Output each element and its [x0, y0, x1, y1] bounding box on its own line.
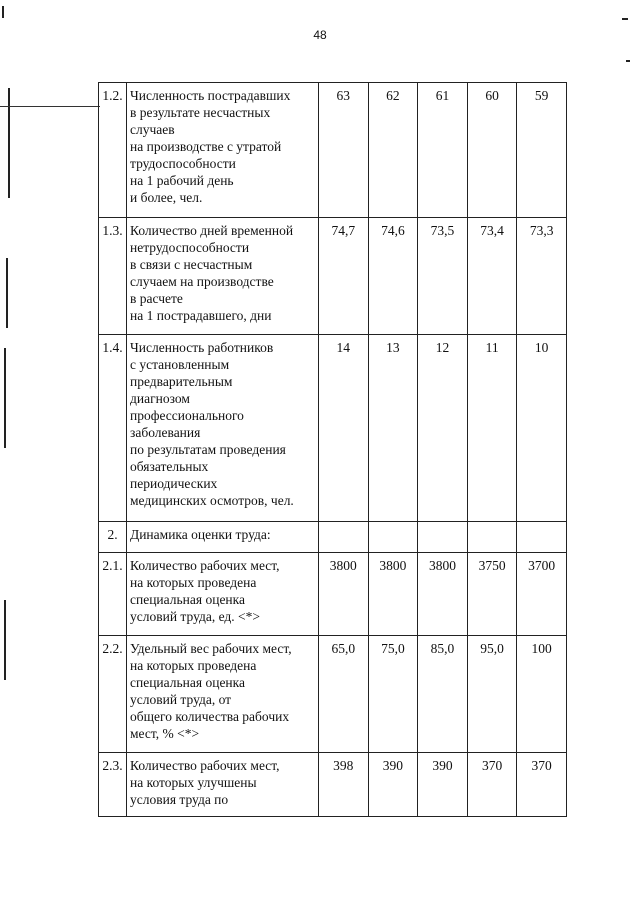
table-row	[99, 335, 567, 522]
value-year-2: 75,0	[368, 636, 418, 753]
value-year-1	[319, 522, 369, 553]
table-row	[99, 636, 567, 753]
value-year-4: 60	[467, 83, 517, 218]
scan-mark	[626, 60, 630, 62]
value-year-3: 73,5	[418, 218, 468, 335]
value-year-4: 95,0	[467, 636, 517, 753]
value-year-5: 10	[517, 335, 567, 522]
table-row	[99, 553, 567, 636]
value-year-5: 370	[517, 753, 567, 817]
value-year-5: 59	[517, 83, 567, 218]
value-year-2: 13	[368, 335, 418, 522]
value-year-5	[517, 522, 567, 553]
value-year-5: 100	[517, 636, 567, 753]
row-number: 2.	[99, 522, 127, 553]
value-year-4: 73,4	[467, 218, 517, 335]
value-year-1: 63	[319, 83, 369, 218]
indicator-description: Количество рабочих мест, на которых проведена специальная оценка условий труда, ед. <*>	[127, 553, 319, 636]
value-year-4: 3750	[467, 553, 517, 636]
indicator-description: Удельный вес рабочих мест, на которых проведена специальная оценка условий труда, от общего количества рабочих мест, % <*>	[127, 636, 319, 753]
scan-mark	[4, 600, 6, 680]
row-number: 1.4.	[99, 335, 127, 522]
scan-mark	[622, 18, 628, 20]
table-row	[99, 753, 567, 817]
value-year-3: 85,0	[418, 636, 468, 753]
row-number: 2.2.	[99, 636, 127, 753]
value-year-2: 3800	[368, 553, 418, 636]
value-year-4: 11	[467, 335, 517, 522]
value-year-2: 74,6	[368, 218, 418, 335]
indicator-description: Численность пострадавших в результате несчастных случаев на производстве с утратой трудоспособности на 1 рабочий день и более, чел.	[127, 83, 319, 218]
value-year-3	[418, 522, 468, 553]
value-year-2	[368, 522, 418, 553]
table-section-row	[99, 522, 567, 553]
page-number: 48	[313, 28, 327, 42]
value-year-3: 61	[418, 83, 468, 218]
row-number: 2.1.	[99, 553, 127, 636]
indicators-table	[98, 82, 567, 817]
indicator-description: Численность работников с установленным предварительным диагнозом профессионального заболевания по результатам проведения обязательных периодических медицинских осмотров, чел.	[127, 335, 319, 522]
value-year-5: 3700	[517, 553, 567, 636]
value-year-3: 3800	[418, 553, 468, 636]
value-year-3: 12	[418, 335, 468, 522]
scan-mark	[8, 88, 10, 198]
scan-mark	[6, 258, 8, 328]
row-number: 1.2.	[99, 83, 127, 218]
value-year-1: 3800	[319, 553, 369, 636]
scan-line	[0, 106, 100, 107]
value-year-4	[467, 522, 517, 553]
scan-mark	[2, 6, 4, 18]
value-year-1: 14	[319, 335, 369, 522]
table-row	[99, 83, 567, 218]
scan-mark	[4, 348, 6, 448]
value-year-1: 74,7	[319, 218, 369, 335]
section-heading: Динамика оценки труда:	[127, 522, 319, 553]
value-year-4: 370	[467, 753, 517, 817]
indicator-description: Количество рабочих мест, на которых улучшены условия труда по	[127, 753, 319, 817]
value-year-3: 390	[418, 753, 468, 817]
table-row	[99, 218, 567, 335]
row-number: 2.3.	[99, 753, 127, 817]
value-year-1: 398	[319, 753, 369, 817]
value-year-2: 62	[368, 83, 418, 218]
row-number: 1.3.	[99, 218, 127, 335]
value-year-2: 390	[368, 753, 418, 817]
value-year-1: 65,0	[319, 636, 369, 753]
value-year-5: 73,3	[517, 218, 567, 335]
indicator-description: Количество дней временной нетрудоспособности в связи с несчастным случаем на производстве в расчете на 1 пострадавшего, дни	[127, 218, 319, 335]
